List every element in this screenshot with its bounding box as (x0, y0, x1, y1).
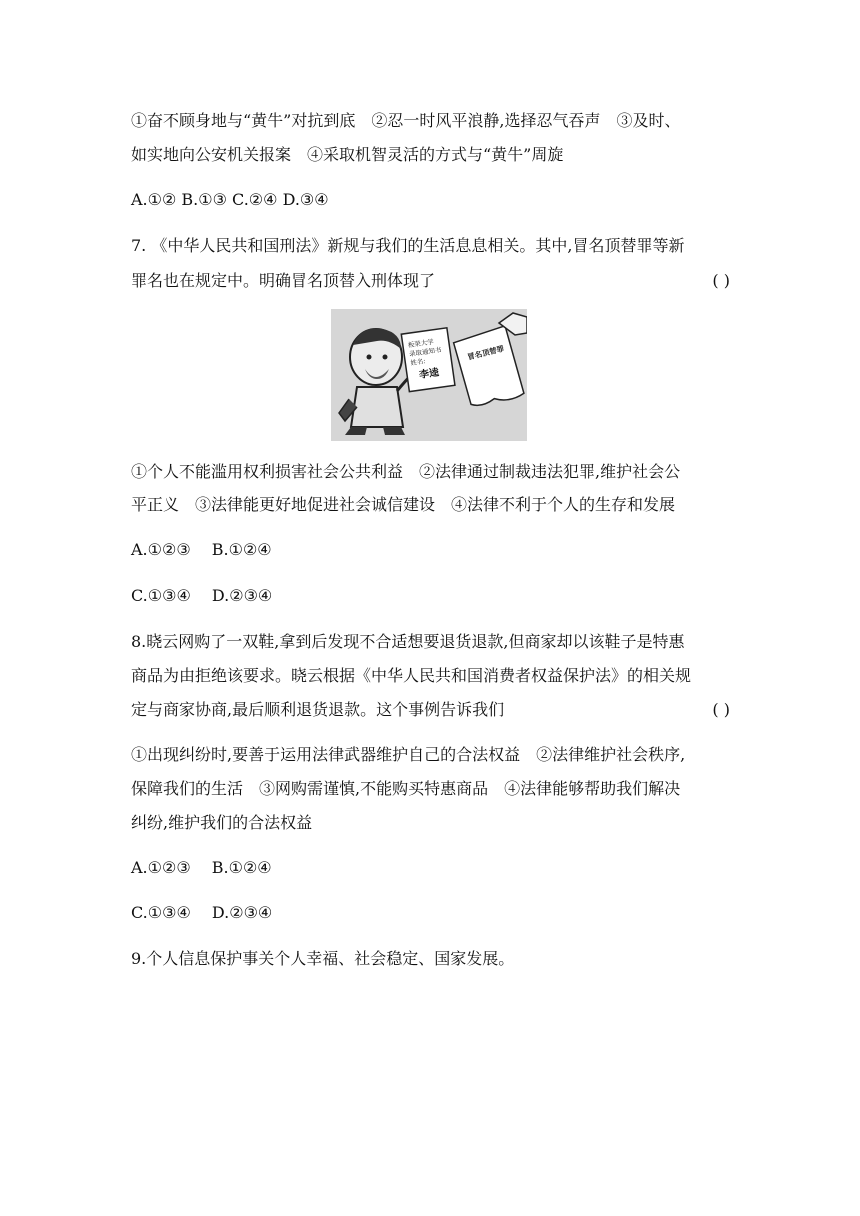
q8-stem-line-2: 商品为由拒绝该要求。晓云根据《中华人民共和国消费者权益保护法》的相关规 (131, 666, 692, 685)
q6-answer-choices: A.①② B.①③ C.②④ D.③④ (131, 190, 329, 209)
admission-letter (401, 328, 455, 392)
q8-answer-choices-line-2: C.①③④ D.②③④ (131, 903, 273, 922)
q7-options-line-2: 平正义 ③法律能更好地促进社会诚信建设 ④法律不利于个人的生存和发展 (131, 495, 676, 514)
q8-answer-bracket: ( ) (712, 700, 730, 719)
q8-answer-choices-line-1: A.①②③ B.①②④ (131, 858, 272, 877)
q7-answer-bracket: ( ) (712, 271, 730, 290)
q7-cartoon-illustration (331, 309, 527, 441)
character-robe (351, 387, 403, 427)
q7-options-line-1: ①个人不能滥用权利损害社会公共利益 ②法律通过制裁违法犯罪,维护社会公 (131, 462, 681, 481)
q6-options-line-2: 如实地向公安机关报案 ④采取机智灵活的方式与“黄牛”周旋 (131, 145, 564, 164)
q7-stem-line-2: 罪名也在规定中。明确冒名顶替入刑体现了 (131, 271, 436, 290)
letter-name: 李逵 (418, 367, 440, 382)
q8-stem-line-3: 定与商家协商,最后顺利退货退款。这个事例告诉我们 (131, 700, 505, 719)
q6-options-line-1: ①奋不顾身地与“黄牛”对抗到底 ②忍一时风平浪静,选择忍气吞声 ③及时、 (131, 111, 681, 130)
scroll-text: 冒名顶替罪 (466, 343, 506, 362)
q8-options-line-3: 纠纷,维护我们的合法权益 (131, 813, 313, 832)
q7-answer-choices-line-1: A.①②③ B.①②④ (131, 540, 272, 559)
q8-options-line-1: ①出现纠纷时,要善于运用法律武器维护自己的合法权益 ②法律维护社会秩序, (131, 745, 686, 764)
letter-line-2: 录取通知书 (408, 345, 442, 359)
q8-stem-line-1: 8.晓云网购了一双鞋,拿到后发现不合适想要退货退款,但商家却以该鞋子是特惠 (131, 632, 685, 651)
q8-options-line-2: 保障我们的生活 ③网购需谨慎,不能购买特惠商品 ④法律能够帮助我们解决 (131, 779, 681, 798)
q7-stem-line-1: 7. 《中华人民共和国刑法》新规与我们的生活息息相关。其中,冒名顶替罪等新 (131, 236, 685, 255)
q7-answer-choices-line-2: C.①③④ D.②③④ (131, 586, 273, 605)
cartoon-drawing (331, 309, 527, 441)
letter-line-1: 板荣大学 (407, 337, 435, 350)
q9-stem-line-1: 9.个人信息保护事关个人幸福、社会稳定、国家发展。 (131, 949, 515, 968)
letter-line-3: 姓名: (409, 357, 427, 368)
